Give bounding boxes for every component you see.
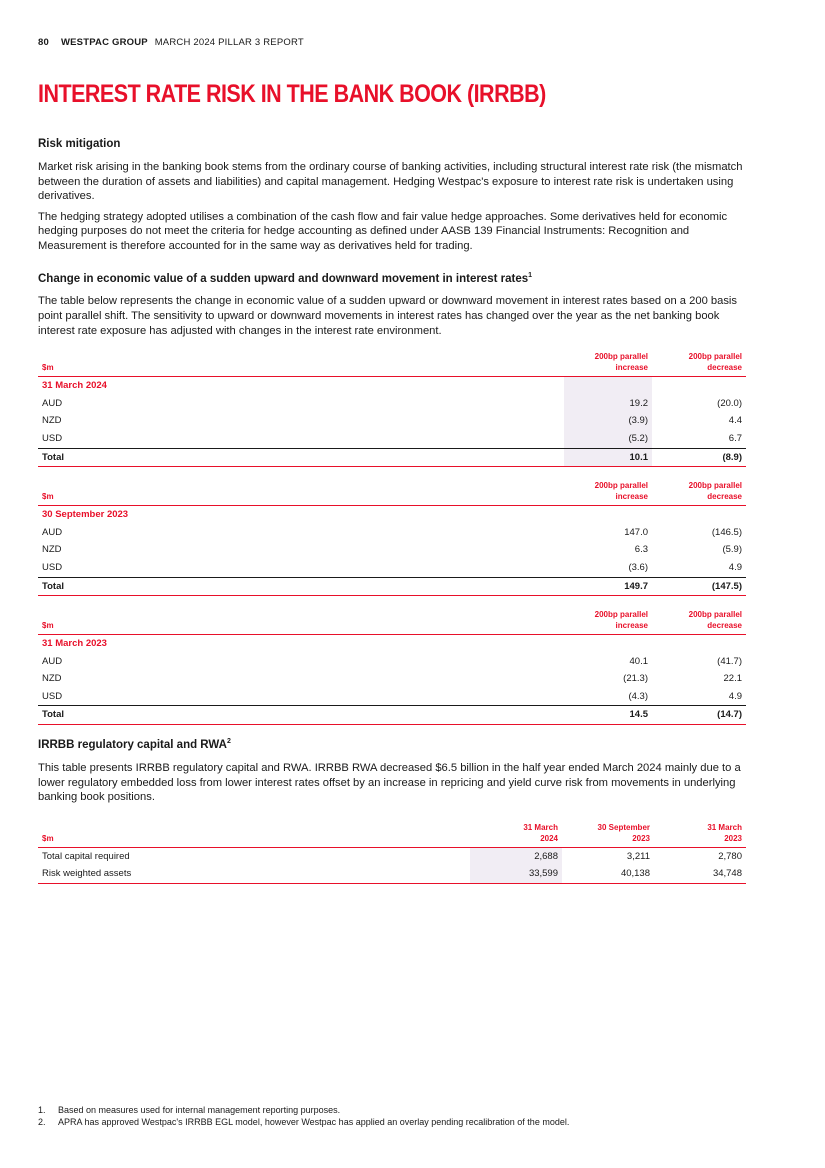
footnote-2: 2. APRA has approved Westpac's IRRBB EGL model, however Westpac has applied an overlay pending recalibration of the model. xyxy=(38,1117,570,1127)
increase-header: 200bp parallel increase xyxy=(564,348,652,377)
rwa-heading: IRRBB regulatory capital and RWA$^2$ xyxy=(38,738,231,751)
ev-table-mar-2024 xyxy=(38,348,746,467)
table-row: USD (4.3) 4.9 xyxy=(42,690,742,702)
table-row: AUD 19.2 (20.0) xyxy=(38,395,746,413)
footnote-ref-2: 2 xyxy=(226,738,231,746)
risk-mitigation-heading: Risk mitigation xyxy=(38,138,121,150)
footnotes xyxy=(38,1104,569,1128)
col-mar-2023: 31 March 2023 xyxy=(654,819,746,848)
period-row: 30 September 2023 xyxy=(42,509,129,521)
table-row: USD (5.2) 6.7 xyxy=(38,430,746,448)
table-row: NZD (3.9) 4.4 xyxy=(38,412,746,430)
unit-header: $m xyxy=(38,477,564,506)
main-content xyxy=(38,137,748,884)
page-title: INTEREST RATE RISK IN THE BANK BOOK (IRRBB) xyxy=(38,80,546,108)
table-row: NZD 6.3 (5.9) xyxy=(42,544,742,556)
period-row: 31 March 2024 xyxy=(38,377,746,395)
ev-table-sep-2023 xyxy=(38,477,746,596)
unit-header: $m xyxy=(38,606,564,635)
table-row: USD (3.6) 4.9 xyxy=(42,561,742,573)
total-row: Total 10.1 (8.9) xyxy=(38,448,746,467)
risk-mitigation-para-2: The hedging strategy adopted utilises a combination of the cash flow and fair value hedge approaches. Some derivatives held for economic hedging purposes do not meet the criteria for hedge accounting as defined under AASB 139 Financial Instruments: Recognition and Measurement is therefore accounted for in the same way as derivatives held for trading. xyxy=(38,210,728,252)
table-header-row xyxy=(38,606,746,635)
footnote-ref-1: 1 xyxy=(528,271,533,279)
economic-value-para: The table below represents the change in economic value of a sudden upward or downward movement in interest rates based on a 200 basis point parallel shift. The sensitivity to upward or downward movements in interest rates has changed over the year as the net banking book interest rate exposure has adjusted with changes in the interest rate environment. xyxy=(38,295,738,337)
header-org: WESTPAC GROUP xyxy=(60,37,148,48)
table-row: NZD (21.3) 22.1 xyxy=(42,673,742,685)
decrease-header: 200bp parallel decrease xyxy=(652,606,746,635)
page-header xyxy=(38,37,304,48)
col-sep-2023: 30 September 2023 xyxy=(562,819,654,848)
economic-value-heading: Change in economic value of a sudden upward and downward movement in interest rates$^1$ xyxy=(38,271,533,285)
risk-mitigation-para-1: Market risk arising in the banking book stems from the ordinary course of banking activities, including structural interest rate risk (the mismatch between the duration of assets and liabilities) and capital management. Hedging Westpac's exposure to interest rate risk is undertaken using derivatives. xyxy=(38,161,743,203)
total-row: Total 149.7 (147.5) xyxy=(38,577,746,596)
table-header-row xyxy=(38,819,746,848)
header-report: MARCH 2024 PILLAR 3 REPORT xyxy=(154,37,304,48)
table-row: Total capital required 2,688 3,211 2,780 xyxy=(38,847,746,865)
col-mar-2024: 31 March 2024 xyxy=(470,819,562,848)
page-number: 80 xyxy=(38,37,49,48)
decrease-header: 200bp parallel decrease xyxy=(652,477,746,506)
increase-header: 200bp parallel increase xyxy=(564,606,652,635)
table-header-row xyxy=(38,348,746,377)
rwa-table xyxy=(38,819,746,884)
table-header-row xyxy=(38,477,746,506)
table-row: AUD 147.0 (146.5) xyxy=(42,526,742,538)
decrease-header: 200bp parallel decrease xyxy=(652,348,746,377)
period-row: 31 March 2023 xyxy=(42,638,107,650)
total-row: Total 14.5 (14.7) xyxy=(38,706,746,725)
unit-header: $m xyxy=(38,819,470,848)
ev-table-mar-2023 xyxy=(38,606,746,725)
footnote-1: 1. Based on measures used for internal management reporting purposes. xyxy=(38,1105,341,1115)
increase-header: 200bp parallel increase xyxy=(564,477,652,506)
unit-header: $m xyxy=(38,348,564,377)
rwa-para: This table presents IRRBB regulatory capital and RWA. IRRBB RWA decreased $6.5 billion in the half year ended March 2024 mainly due to a lower regulatory embedded loss from lower interest rates offset by an increase in repricing and yield curve risk from movements in underlying banking book positions. xyxy=(38,761,741,804)
table-row: Risk weighted assets 33,599 40,138 34,748 xyxy=(38,865,746,883)
table-row: AUD 40.1 (41.7) xyxy=(42,655,742,667)
